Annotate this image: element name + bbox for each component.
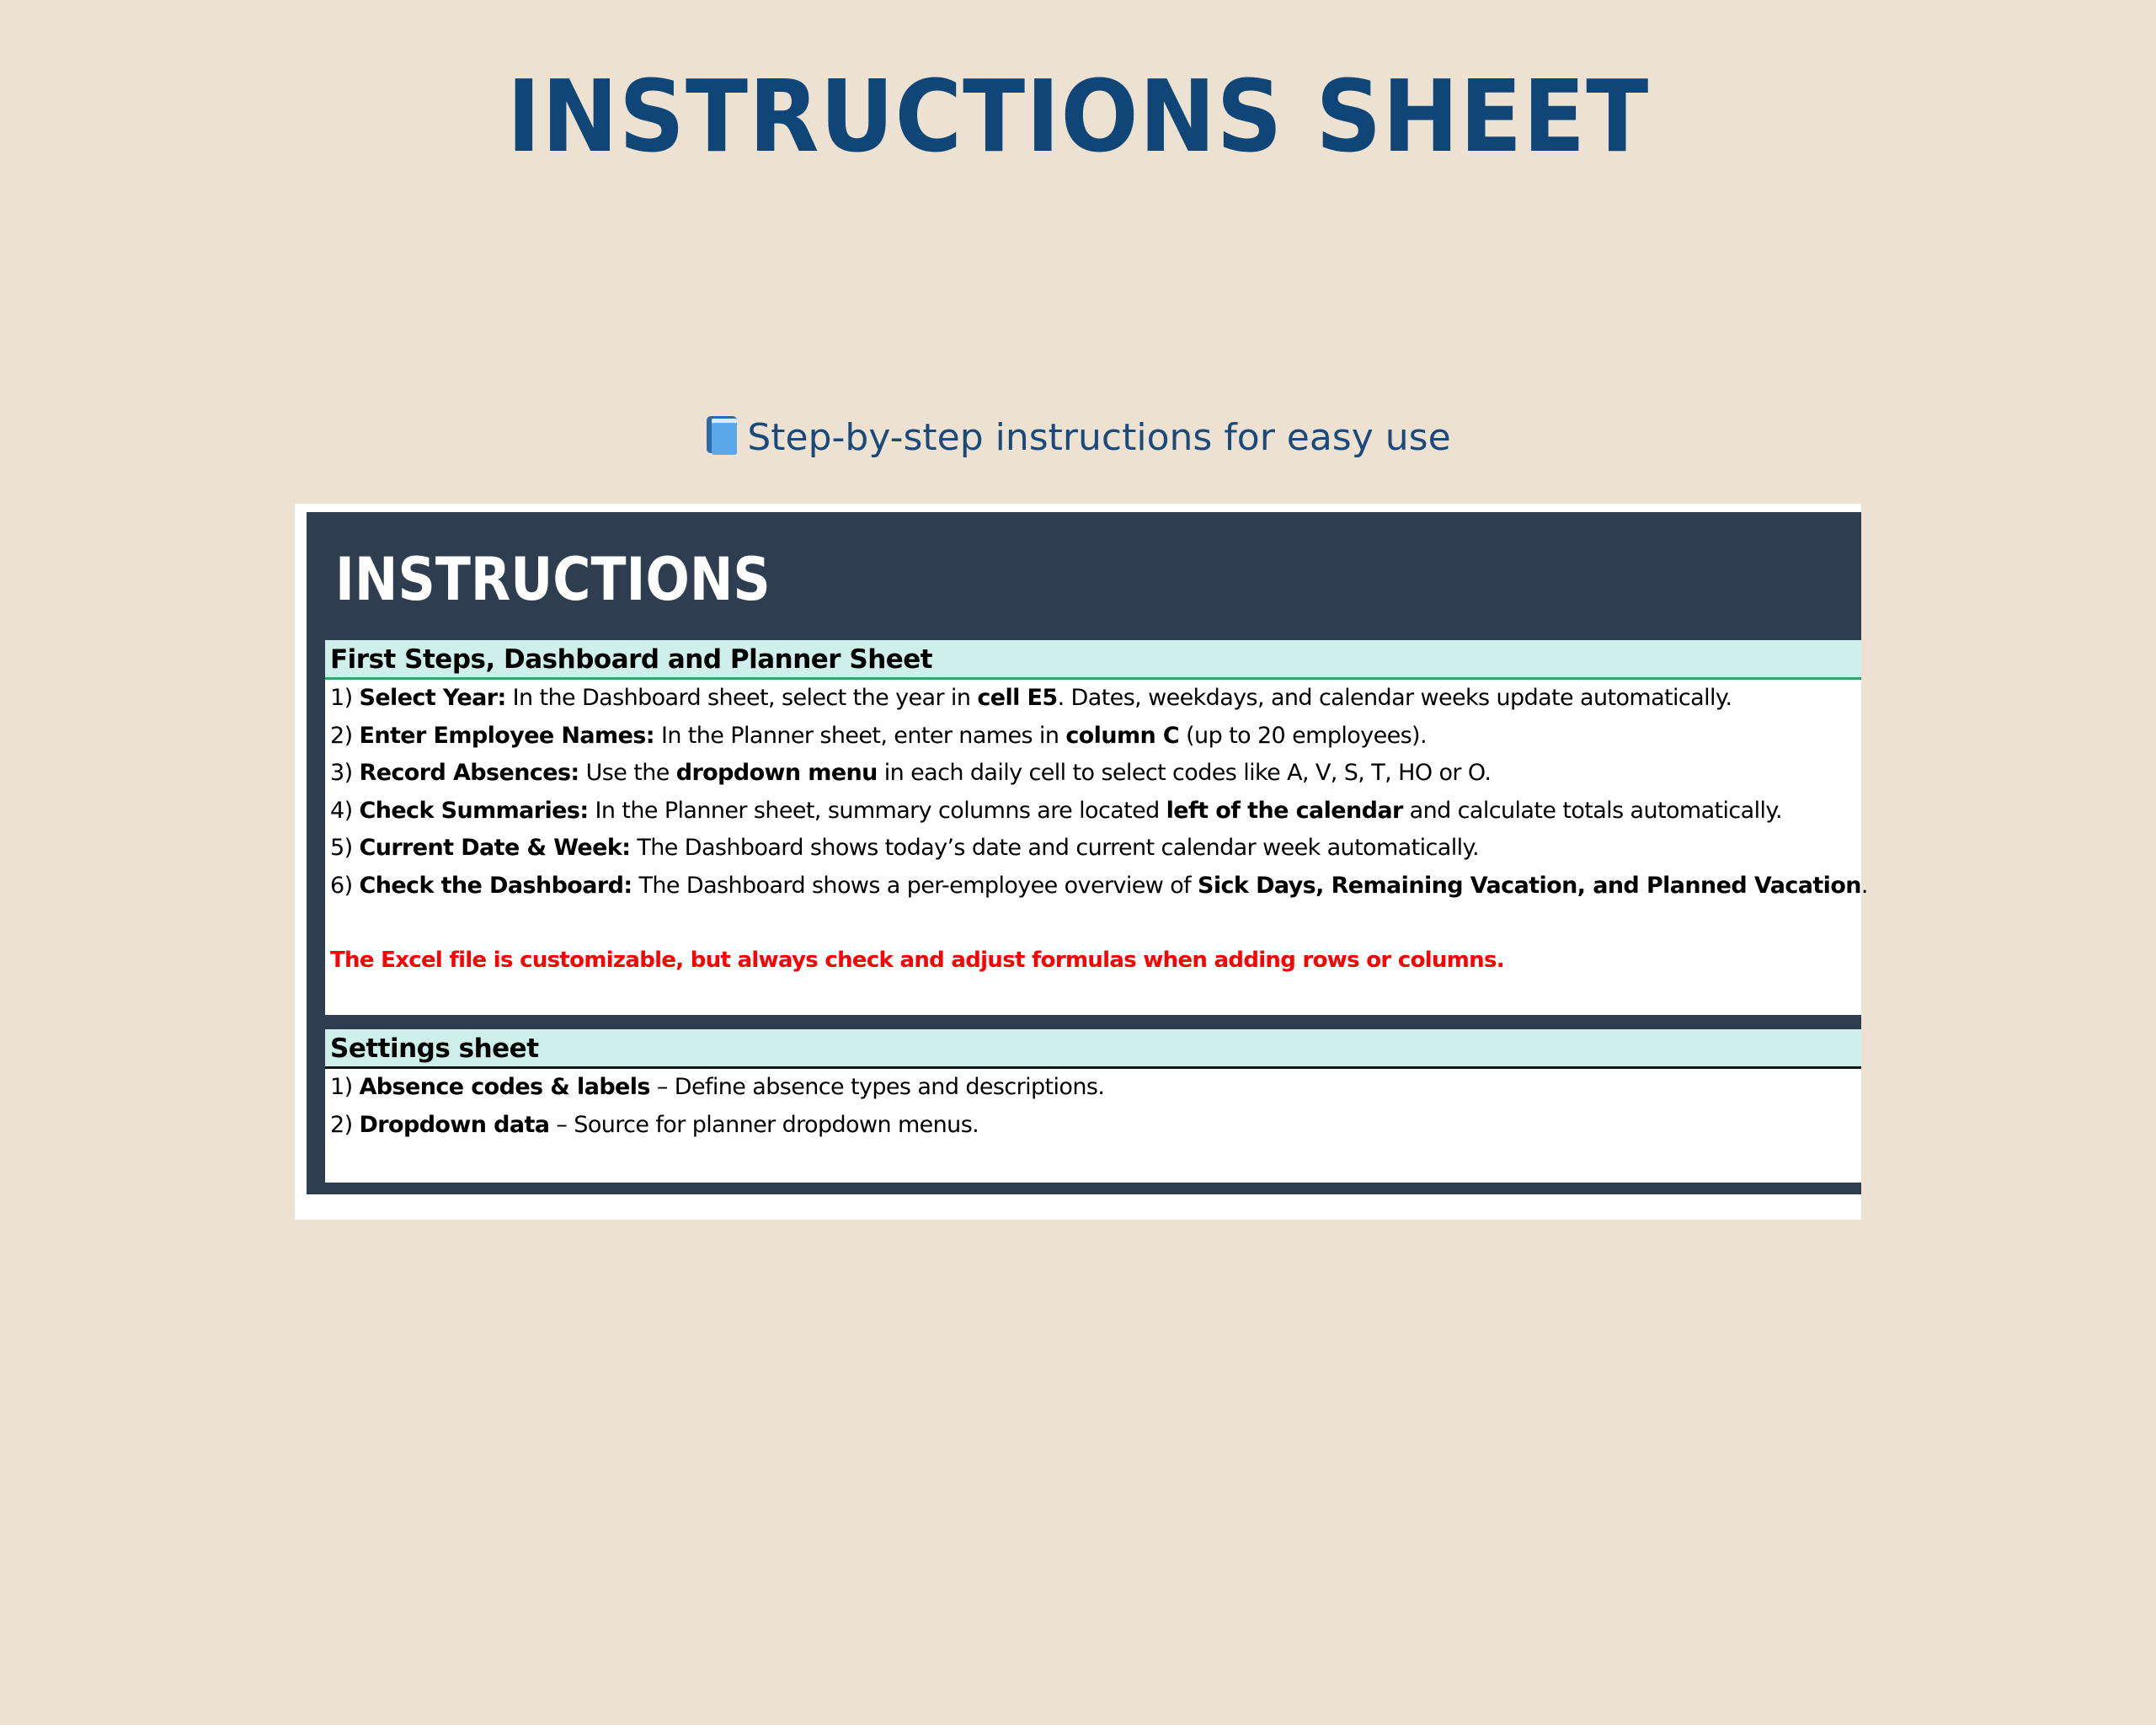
step-number: 1): [330, 1074, 360, 1100]
step-number: 2): [330, 722, 360, 749]
step-text: – Define absence types and descriptions.: [649, 1074, 1105, 1100]
step-text-bold: column C: [1065, 722, 1180, 749]
instructions-frame: [295, 504, 1868, 1220]
step-text: The Dashboard shows a per-employee overview of: [632, 872, 1198, 899]
page-subtitle: [0, 413, 2156, 463]
blue-book-icon: [705, 416, 739, 455]
page-title: INSTRUCTIONS SHEET: [506, 58, 1650, 174]
step-item: [325, 868, 1868, 905]
step-text: . Dates, weekdays, and calendar weeks update automatically.: [1057, 685, 1732, 711]
section-settings: [325, 1029, 1861, 1183]
step-label: Check the Dashboard:: [359, 872, 632, 899]
step-label: Absence codes & labels: [359, 1074, 650, 1100]
instructions-panel: [307, 512, 1868, 1194]
step-text: In the Planner sheet, summary columns are located: [588, 797, 1166, 824]
step-text: and calculate totals automatically.: [1402, 797, 1782, 824]
section-header: Settings sheet: [325, 1029, 1861, 1069]
step-text: In the Planner sheet, enter names in: [654, 722, 1066, 749]
step-label: Enter Employee Names:: [359, 722, 654, 749]
step-item: [325, 1069, 1861, 1107]
step-text: in each daily cell to select codes like A, V, S, T, HO or O.: [877, 760, 1492, 786]
step-number: 4): [330, 797, 360, 824]
step-label: Check Summaries:: [359, 797, 589, 824]
step-text-bold: cell E5: [977, 685, 1058, 711]
warning-note: The Excel file is customizable, but always check and adjust formulas when adding rows or columns.: [330, 948, 1504, 973]
panel-title: INSTRUCTIONS: [335, 545, 771, 614]
step-text: In the Dashboard sheet, select the year in: [505, 685, 978, 711]
step-text: (up to 20 employees).: [1179, 722, 1427, 749]
step-number: 1): [330, 685, 360, 711]
step-text-bold: dropdown menu: [675, 760, 878, 786]
step-text: The Dashboard shows today’s date and current calendar week automatically.: [630, 835, 1480, 861]
section-first-steps: [325, 640, 1868, 1015]
step-text: .: [1860, 872, 1868, 899]
step-number: 2): [330, 1111, 360, 1138]
step-item: [325, 1107, 1861, 1145]
step-number: 6): [330, 872, 360, 899]
step-label: Dropdown data: [359, 1111, 550, 1138]
step-label: Select Year:: [359, 685, 506, 711]
subtitle-text: Step-by-step instructions for easy use: [747, 416, 1451, 459]
step-text-bold: Sick Days, Remaining Vacation, and Planned Vacation: [1198, 872, 1861, 899]
section-header: First Steps, Dashboard and Planner Sheet: [325, 640, 1861, 680]
step-number: 5): [330, 835, 360, 861]
step-text-bold: left of the calendar: [1166, 797, 1403, 824]
step-text: Use the: [579, 760, 676, 786]
step-text: – Source for planner dropdown menus.: [549, 1111, 979, 1138]
step-item: [325, 680, 1861, 718]
step-label: Current Date & Week:: [359, 835, 631, 861]
step-label: Record Absences:: [359, 760, 579, 786]
step-item: [325, 830, 1861, 868]
step-item: [325, 793, 1861, 830]
step-item: [325, 718, 1861, 756]
step-item: [325, 755, 1861, 793]
step-number: 3): [330, 760, 360, 786]
